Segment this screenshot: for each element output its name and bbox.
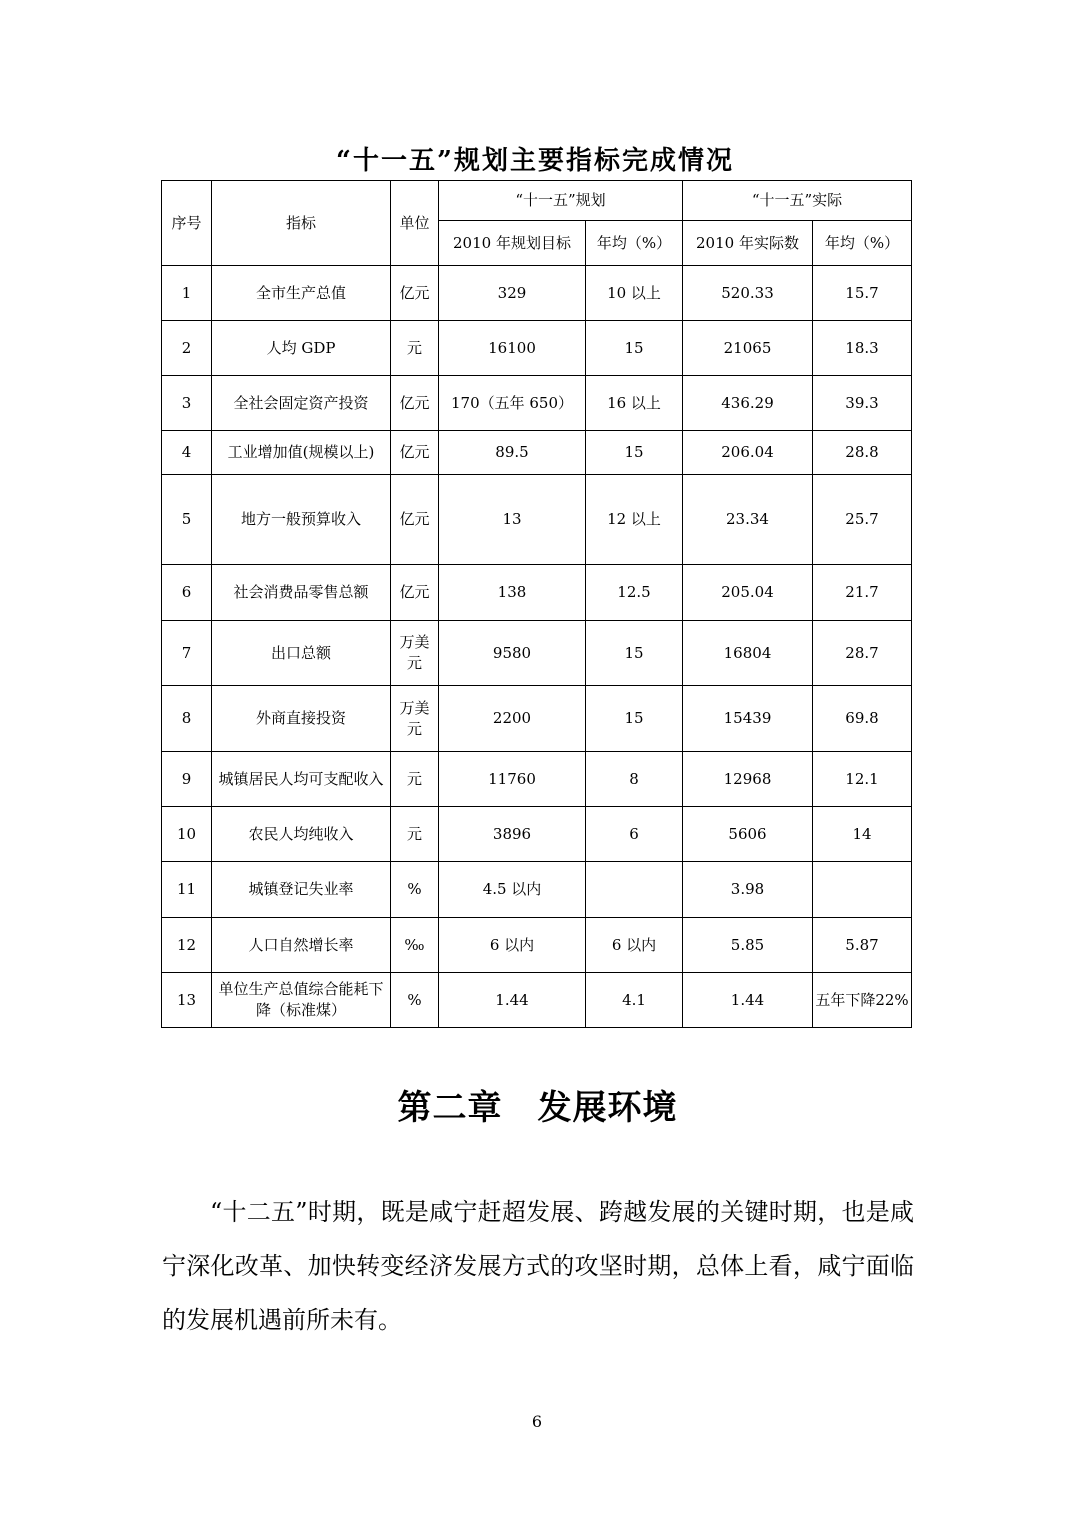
row-plan-avg: 6 xyxy=(586,807,683,862)
table-row xyxy=(162,321,912,376)
table-row xyxy=(162,973,912,1028)
row-no: 10 xyxy=(162,807,212,862)
row-actual-avg: 69.8 xyxy=(813,686,912,752)
page-number: 6 xyxy=(531,1412,543,1431)
row-unit: 元 xyxy=(391,807,439,862)
row-actual-avg: 5.87 xyxy=(813,918,912,973)
row-actual-avg: 14 xyxy=(813,807,912,862)
row-plan-target: 2200 xyxy=(439,686,586,752)
table-row xyxy=(162,565,912,621)
row-actual-value: 12968 xyxy=(683,752,813,807)
row-actual-value: 5.85 xyxy=(683,918,813,973)
header-actual-value: 2010 年实际数 xyxy=(683,221,813,266)
row-actual-avg: 28.7 xyxy=(813,621,912,686)
row-indicator: 地方一般预算收入 xyxy=(212,475,391,565)
row-no: 13 xyxy=(162,973,212,1028)
chapter-title: 第二章 发展环境 xyxy=(397,1088,678,1128)
row-indicator: 单位生产总值综合能耗下降（标准煤） xyxy=(212,973,391,1028)
row-actual-value: 436.29 xyxy=(683,376,813,431)
row-plan-target: 4.5 以内 xyxy=(439,862,586,918)
row-unit: 万美元 xyxy=(391,621,439,686)
row-unit: ‰ xyxy=(391,918,439,973)
row-plan-target: 16100 xyxy=(439,321,586,376)
row-no: 1 xyxy=(162,266,212,321)
header-plan-group: “十一五”规划 xyxy=(439,181,683,221)
row-plan-avg: 8 xyxy=(586,752,683,807)
row-plan-avg: 12.5 xyxy=(586,565,683,621)
table-title: “十一五”规划主要指标完成情况 xyxy=(336,146,734,176)
row-plan-target: 138 xyxy=(439,565,586,621)
row-indicator: 城镇登记失业率 xyxy=(212,862,391,918)
row-plan-avg: 15 xyxy=(586,321,683,376)
header-actual-group: “十一五”实际 xyxy=(683,181,912,221)
row-actual-value: 206.04 xyxy=(683,431,813,475)
row-actual-value: 205.04 xyxy=(683,565,813,621)
header-unit: 单位 xyxy=(391,181,439,266)
row-unit: 亿元 xyxy=(391,565,439,621)
row-no: 11 xyxy=(162,862,212,918)
table-row xyxy=(162,621,912,686)
header-no: 序号 xyxy=(162,181,212,266)
row-indicator: 外商直接投资 xyxy=(212,686,391,752)
row-unit: 亿元 xyxy=(391,266,439,321)
row-actual-avg: 21.7 xyxy=(813,565,912,621)
row-actual-value: 3.98 xyxy=(683,862,813,918)
row-no: 2 xyxy=(162,321,212,376)
row-actual-value: 15439 xyxy=(683,686,813,752)
row-no: 5 xyxy=(162,475,212,565)
body-paragraph: “十二五”时期，既是咸宁赶超发展、跨越发展的关键时期，也是咸宁深化改革、加快转变经济发展方式的攻坚时期，总体上看，咸宁面临的发展机遇前所未有。 xyxy=(162,1198,914,1334)
row-actual-value: 520.33 xyxy=(683,266,813,321)
row-actual-avg: 39.3 xyxy=(813,376,912,431)
row-indicator: 人口自然增长率 xyxy=(212,918,391,973)
row-indicator: 社会消费品零售总额 xyxy=(212,565,391,621)
row-plan-target: 1.44 xyxy=(439,973,586,1028)
row-actual-value: 23.34 xyxy=(683,475,813,565)
row-actual-value: 5606 xyxy=(683,807,813,862)
header-plan-target: 2010 年规划目标 xyxy=(439,221,586,266)
row-actual-avg: 28.8 xyxy=(813,431,912,475)
row-indicator: 人均 GDP xyxy=(212,321,391,376)
row-plan-target: 170（五年 650） xyxy=(439,376,586,431)
row-plan-avg: 15 xyxy=(586,686,683,752)
row-no: 3 xyxy=(162,376,212,431)
row-plan-avg: 12 以上 xyxy=(586,475,683,565)
header-actual-avg: 年均（%） xyxy=(813,221,912,266)
table-row xyxy=(162,431,912,475)
row-plan-target: 3896 xyxy=(439,807,586,862)
table-row xyxy=(162,475,912,565)
row-actual-value: 1.44 xyxy=(683,973,813,1028)
row-plan-avg: 15 xyxy=(586,431,683,475)
table-row xyxy=(162,686,912,752)
row-indicator: 出口总额 xyxy=(212,621,391,686)
row-plan-target: 6 以内 xyxy=(439,918,586,973)
row-indicator: 工业增加值(规模以上) xyxy=(212,431,391,475)
row-plan-avg: 10 以上 xyxy=(586,266,683,321)
table-row xyxy=(162,752,912,807)
row-plan-avg xyxy=(586,862,683,918)
row-unit: 万美元 xyxy=(391,686,439,752)
row-no: 6 xyxy=(162,565,212,621)
row-plan-avg: 6 以内 xyxy=(586,918,683,973)
header-plan-avg: 年均（%） xyxy=(586,221,683,266)
row-indicator: 农民人均纯收入 xyxy=(212,807,391,862)
indicator-table xyxy=(161,180,912,1028)
row-plan-target: 89.5 xyxy=(439,431,586,475)
row-no: 9 xyxy=(162,752,212,807)
table-row xyxy=(162,266,912,321)
row-unit: 元 xyxy=(391,321,439,376)
row-actual-avg: 五年下降22% xyxy=(813,973,912,1028)
row-unit: 亿元 xyxy=(391,376,439,431)
row-plan-avg: 15 xyxy=(586,621,683,686)
row-actual-avg: 15.7 xyxy=(813,266,912,321)
table-row xyxy=(162,376,912,431)
row-unit: % xyxy=(391,973,439,1028)
row-actual-avg: 18.3 xyxy=(813,321,912,376)
row-indicator: 全市生产总值 xyxy=(212,266,391,321)
row-unit: 亿元 xyxy=(391,475,439,565)
table-row xyxy=(162,862,912,918)
row-no: 4 xyxy=(162,431,212,475)
row-no: 7 xyxy=(162,621,212,686)
row-actual-value: 16804 xyxy=(683,621,813,686)
row-no: 8 xyxy=(162,686,212,752)
row-plan-target: 9580 xyxy=(439,621,586,686)
row-unit: % xyxy=(391,862,439,918)
table-row xyxy=(162,918,912,973)
row-unit: 元 xyxy=(391,752,439,807)
row-plan-avg: 16 以上 xyxy=(586,376,683,431)
row-indicator: 全社会固定资产投资 xyxy=(212,376,391,431)
row-actual-value: 21065 xyxy=(683,321,813,376)
row-no: 12 xyxy=(162,918,212,973)
row-plan-target: 329 xyxy=(439,266,586,321)
table-row xyxy=(162,807,912,862)
row-unit: 亿元 xyxy=(391,431,439,475)
row-actual-avg xyxy=(813,862,912,918)
row-plan-target: 13 xyxy=(439,475,586,565)
row-actual-avg: 12.1 xyxy=(813,752,912,807)
row-plan-target: 11760 xyxy=(439,752,586,807)
row-indicator: 城镇居民人均可支配收入 xyxy=(212,752,391,807)
header-indicator: 指标 xyxy=(212,181,391,266)
row-actual-avg: 25.7 xyxy=(813,475,912,565)
row-plan-avg: 4.1 xyxy=(586,973,683,1028)
